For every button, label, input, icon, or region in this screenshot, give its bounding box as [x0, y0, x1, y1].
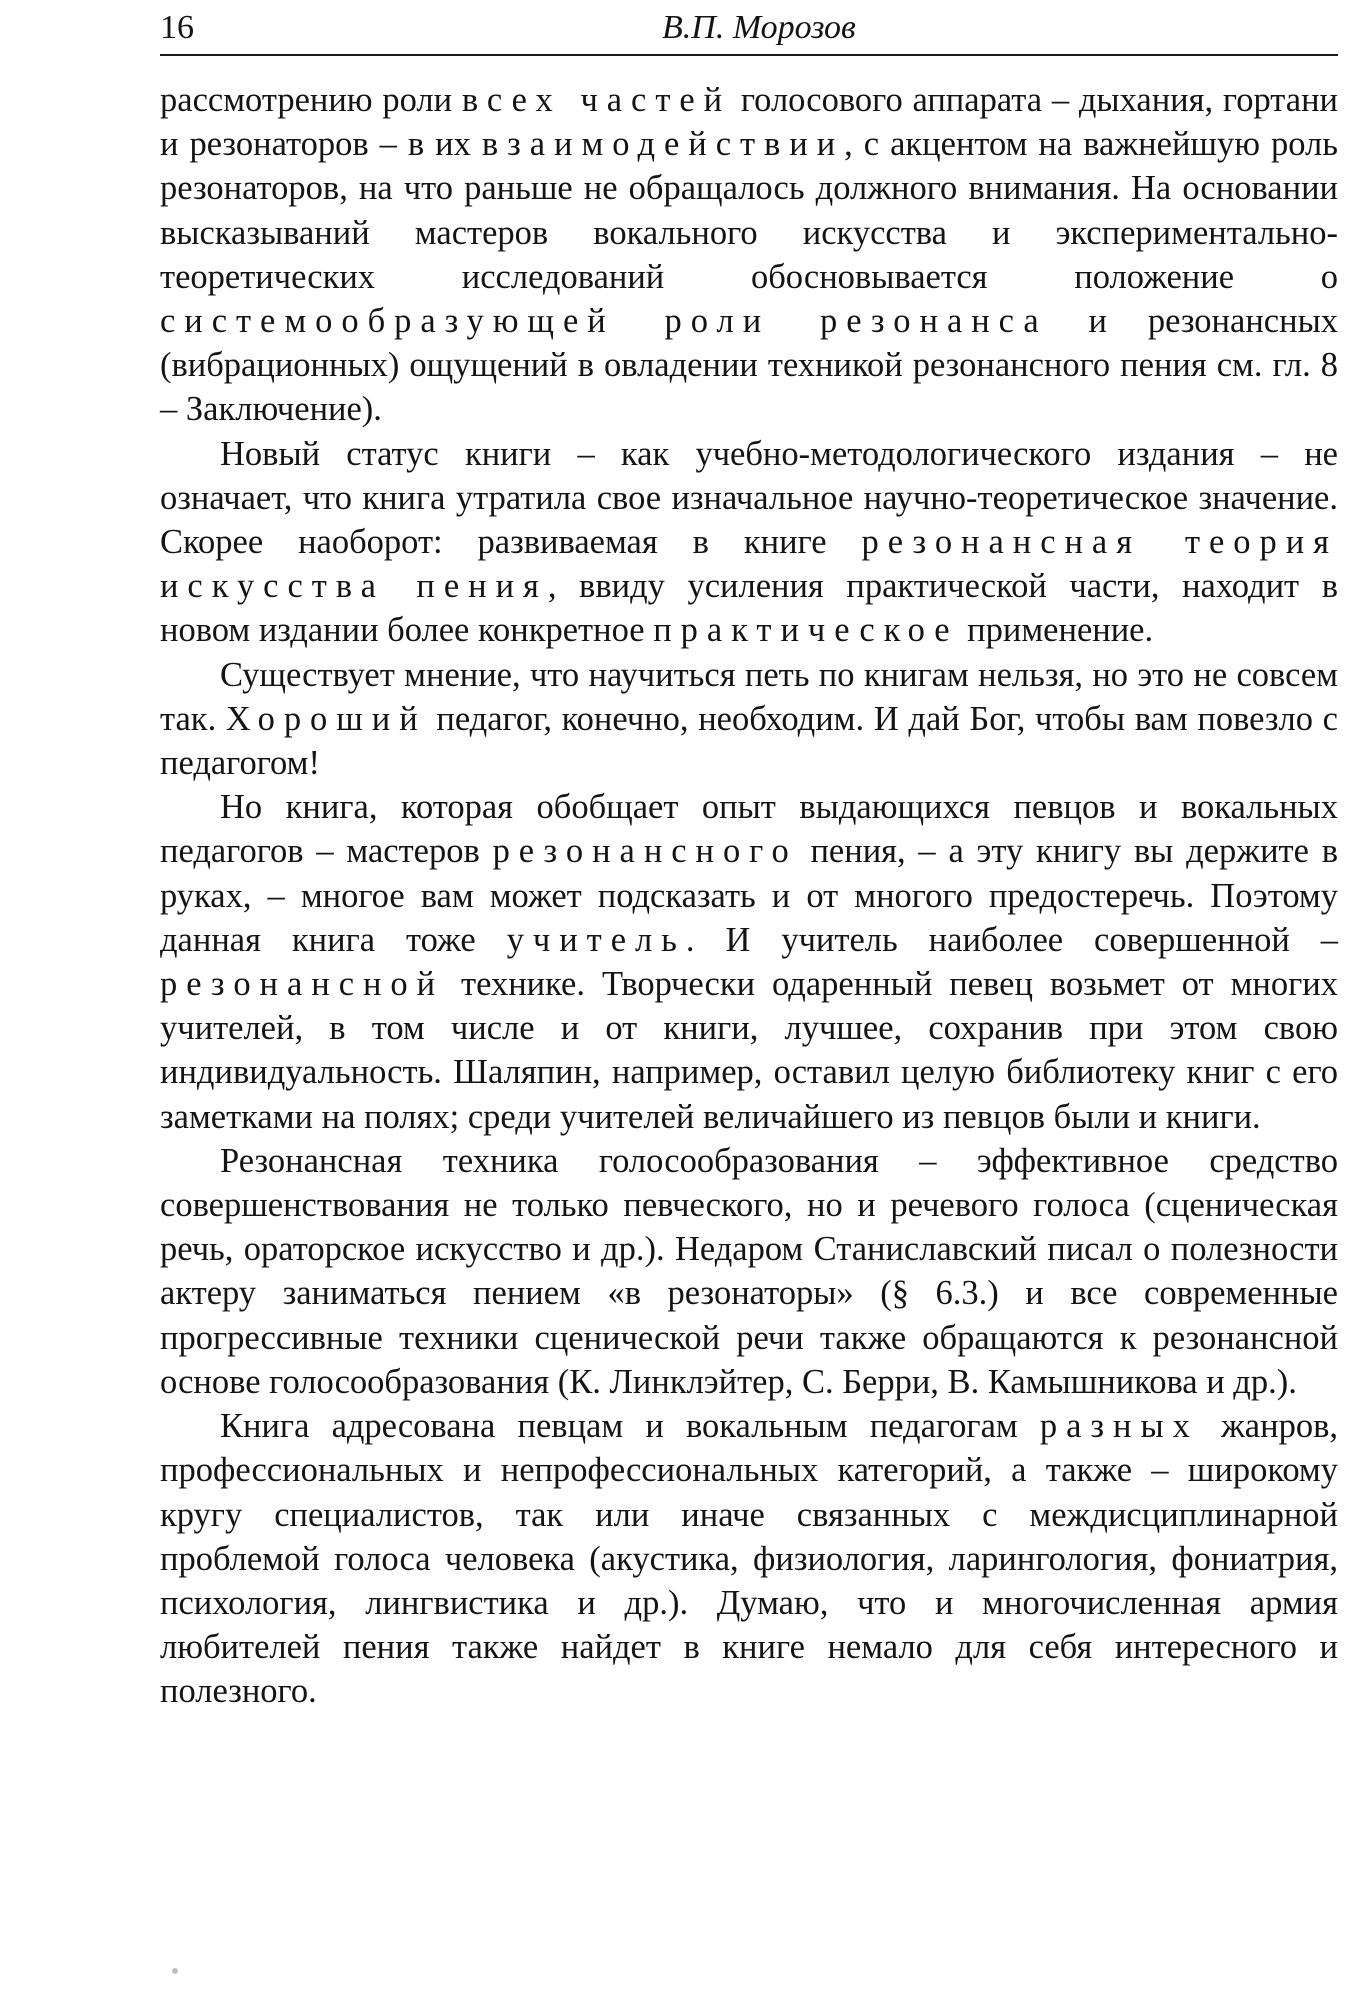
paragraph-3 — [160, 653, 1338, 786]
text-run: пения, – а эту книгу вы держите в руках, – многое вам может подсказать и от многого предостеречь. Поэтому данная книга тоже — [160, 832, 1338, 959]
paragraph-2 — [160, 432, 1338, 653]
scan-edge-mark — [172, 1968, 178, 1974]
spaced-emphasis: практическое — [653, 611, 959, 650]
text-run: Книга адресована певцам и вокальным педагогам — [220, 1407, 1040, 1446]
text-run: педагог, конечно, необходим. И дай Бог, чтобы вам повезло с педагогом! — [160, 699, 1338, 783]
text-run: Резонансная техника голосообразования – эффективное средство совершенствования не только певческого, но и речевого голоса (сценическая речь, ораторское искусство и др.). Недаром Станиславский писал о полезности актеру заниматься пением «в резонаторы» (§ 6.3.) и все современные прогрессивные техники сценической речи также обращаются к резонансной основе голосообразования (К. Линклэйтер, С. Берри, В. Камышникова и др.). — [160, 1141, 1338, 1401]
text-run: Но книга, которая обобщает опыт выдающихся певцов и вокальных педагогов – мастеров — [160, 788, 1338, 871]
text-run: применение. — [958, 611, 1154, 650]
paragraph-4 — [160, 785, 1338, 1139]
spaced-emphasis: взаимодействии — [481, 125, 845, 164]
spaced-emphasis: резонансной — [160, 965, 445, 1004]
text-run: Существует мнение, что научиться петь по книгам нельзя, но это не совсем так. — [160, 655, 1338, 738]
text-run: голосового аппарата – дыхания, гортани и резонаторов – в их — [160, 81, 1338, 164]
spaced-emphasis: системообразующей роли резонанса — [160, 302, 1048, 341]
text-run: технике. Творчески одаренный певец возьмет от многих учителей, в том числе и от книги, лучшее, сохранив при этом свою индивидуальность. Шаляпин, например, оставил целую библиотеку книг с его заметками на полях; среди учителей величайшего из певцов были и книги. — [160, 965, 1338, 1136]
text-run: , с акцентом на важнейшую роль резонаторов, на что раньше не обращалось должного внимания. На основании высказываний мастеров вокального искусства и экспериментально-теоретических исследований обосновывается положение о — [160, 125, 1338, 296]
spaced-emphasis: Хороший — [225, 699, 427, 738]
spaced-emphasis: резонансного — [492, 832, 798, 871]
text-run: и резонансных (вибрационных) ощущений в овладении техникой резонансного пения см. гл. 8 – Заключение). — [160, 302, 1338, 429]
spaced-emphasis: учитель — [506, 920, 686, 959]
body-text — [160, 78, 1338, 1714]
paragraph-1 — [160, 78, 1338, 432]
paragraph-6 — [160, 1404, 1338, 1713]
text-run: Новый статус книги – как учебно-методологического издания – не означает, что книга утратила свое изначальное научно-теоретическое значение. Скорее наоборот: развиваемая в книге — [160, 434, 1338, 562]
running-head: В.П. Морозов — [662, 9, 856, 46]
spaced-emphasis: резонансная теория искусства пения — [160, 523, 1338, 606]
text-run: рассмотрению роли — [160, 81, 462, 119]
page-header — [160, 4, 1338, 56]
text-run: жанров, профессиональных и непрофессиональных категорий, а также – широкому кругу специалистов, так или иначе связанных с междисциплинарной проблемой голоса человека (акустика, физиология, ларингология, фониатрия, психология, лингвистика и др.). Думаю, что и многочисленная армия любителей пения также найдет в книге немало для себя интересного и полезного. — [160, 1407, 1339, 1711]
spaced-emphasis: всех частей — [461, 81, 732, 119]
book-page — [160, 0, 1338, 2000]
text-run: . И учитель наиболее совершенной – — [685, 920, 1338, 959]
spaced-emphasis: разных — [1039, 1407, 1199, 1446]
page-number: 16 — [160, 9, 194, 46]
paragraph-5 — [160, 1139, 1338, 1404]
text-run: , ввиду усиления практической части, находит в новом издании более конкретное — [160, 567, 1338, 650]
